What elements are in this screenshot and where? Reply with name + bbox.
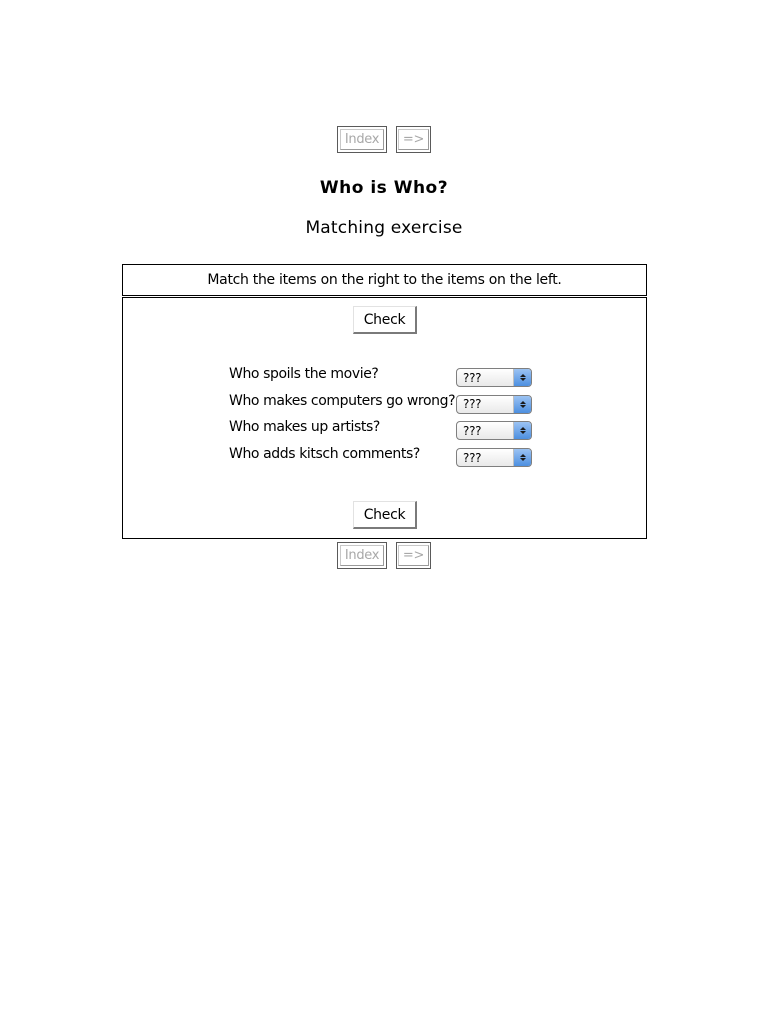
answer-select[interactable] [456,395,532,414]
next-button[interactable] [396,542,431,569]
select-arrows-icon [514,449,531,466]
instructions-box [122,264,647,296]
next-button-label: => [398,545,429,566]
answer-select[interactable] [456,368,532,387]
answer-select[interactable] [456,448,532,467]
answer-select-value: ??? [457,449,514,466]
question-list [229,365,535,472]
index-button[interactable] [337,126,387,153]
page-subtitle: Matching exercise [305,218,463,238]
question-label: Who adds kitsch comments? [229,446,420,463]
next-button-label: => [398,129,429,150]
question-label: Who makes up artists? [229,419,380,436]
check-button-top[interactable]: Check [353,306,417,334]
question-label: Who makes computers go wrong? [229,392,456,409]
question-row [229,365,535,392]
next-button[interactable] [396,126,431,153]
exercise-box [122,297,647,539]
instructions-text: Match the items on the right to the items on the left. [207,272,562,288]
index-button-label: Index [340,129,384,150]
question-row [229,392,535,419]
select-arrows-icon [514,369,531,386]
question-label: Who spoils the movie? [229,366,379,382]
question-row [229,418,535,445]
answer-select[interactable] [456,421,532,440]
index-button[interactable] [337,542,387,569]
answer-select-value: ??? [457,369,514,386]
top-navbar [0,126,768,153]
answer-select-value: ??? [457,396,514,413]
bottom-navbar [0,542,768,569]
answer-select-value: ??? [457,422,514,439]
select-arrows-icon [514,396,531,413]
select-arrows-icon [514,422,531,439]
page-title: Who is Who? [319,178,449,198]
check-button-bottom[interactable]: Check [353,501,417,529]
index-button-label: Index [340,545,384,566]
question-row [229,445,535,472]
